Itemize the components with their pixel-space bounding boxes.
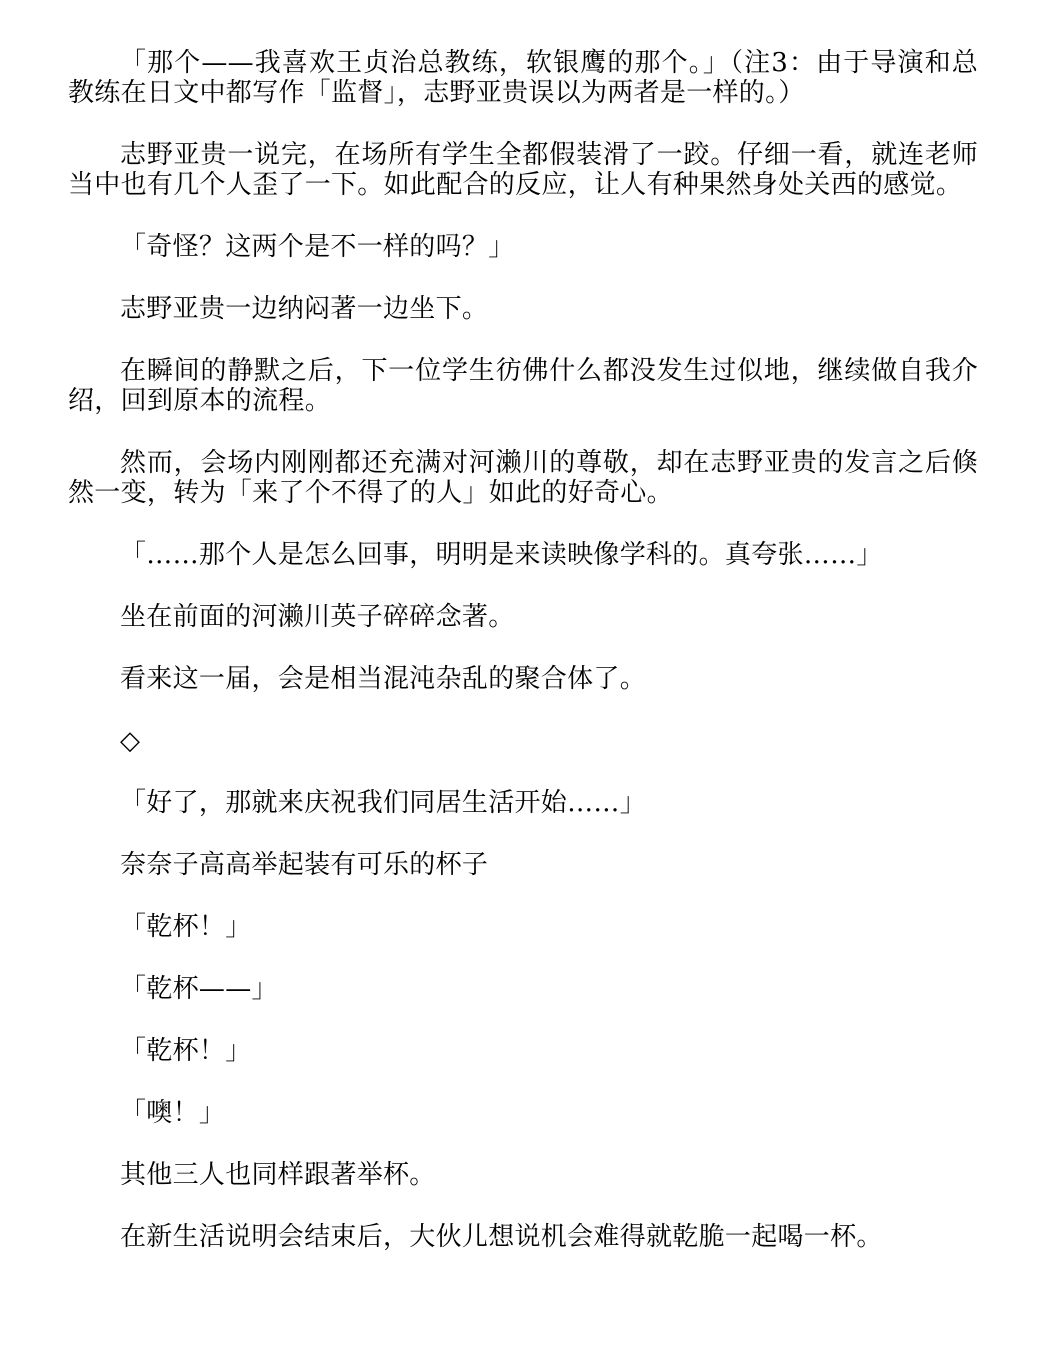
paragraph-12: 奈奈子高高举起装有可乐的杯子	[120, 850, 489, 880]
paragraph-11: 「好了，那就来庆祝我们同居生活开始……」	[120, 788, 647, 818]
paragraph-17: 其他三人也同样跟著举杯。	[120, 1160, 436, 1190]
paragraph-3: 「奇怪？这两个是不一样的吗？」	[120, 232, 515, 262]
paragraph-9: 看来这一届，会是相当混沌杂乱的聚合体了。	[120, 664, 647, 694]
paragraph-6: 然而，会场内刚刚都还充满对河濑川的尊敬，却在志野亚贵的发言之后倏然一变，转为「来了个不得了的人」如此的好奇心。	[68, 448, 978, 508]
paragraph-18: 在新生活说明会结束后，大伙儿想说机会难得就乾脆一起喝一杯。	[120, 1222, 883, 1252]
paragraph-13: 「乾杯！」	[120, 912, 252, 942]
paragraph-1: 「那个——我喜欢王贞治总教练，软银鹰的那个。」（注3：由于导演和总教练在日文中都写作「监督」，志野亚贵误以为两者是一样的。）	[68, 48, 978, 108]
paragraph-15: 「乾杯！」	[120, 1036, 252, 1066]
paragraph-5: 在瞬间的静默之后，下一位学生彷佛什么都没发生过似地，继续做自我介绍，回到原本的流程。	[68, 356, 978, 416]
paragraph-4: 志野亚贵一边纳闷著一边坐下。	[120, 294, 489, 324]
paragraph-2: 志野亚贵一说完，在场所有学生全都假装滑了一跤。仔细一看，就连老师当中也有几个人歪了一下。如此配合的反应，让人有种果然身处关西的感觉。	[68, 140, 978, 200]
paragraph-16: 「噢！」	[120, 1098, 226, 1128]
paragraph-8: 坐在前面的河濑川英子碎碎念著。	[120, 602, 515, 632]
document-page	[68, 48, 978, 1252]
paragraph-7: 「……那个人是怎么回事，明明是来读映像学科的。真夸张……」	[120, 540, 883, 570]
paragraph-14: 「乾杯——」	[120, 974, 278, 1004]
scene-break-symbol: ◇	[120, 726, 141, 756]
